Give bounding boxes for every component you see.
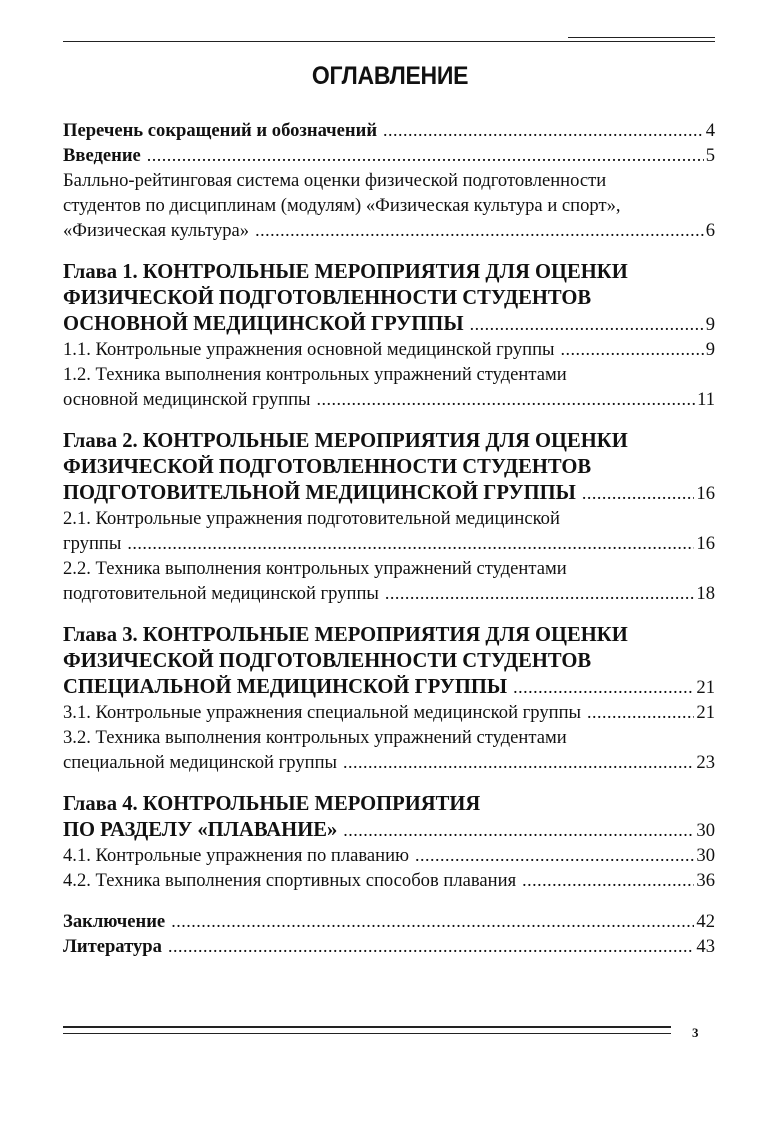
- toc-page-number: 16: [696, 533, 715, 554]
- toc-leader-dots: [415, 843, 694, 868]
- toc-entry-title: основной медицинской группы: [63, 389, 311, 410]
- toc-leader-dots: [522, 868, 694, 893]
- toc-entry-conclusion[interactable]: [63, 909, 715, 934]
- toc-leader-dots: [343, 750, 694, 775]
- toc-entry-line: 3.2. Техника выполнения контрольных упражнений студентами: [63, 727, 567, 748]
- toc-leader-dots: [470, 311, 704, 337]
- toc-chapter-line: Глава 2. КОНТРОЛЬНЫЕ МЕРОПРИЯТИЯ ДЛЯ ОЦЕНКИ: [63, 430, 628, 452]
- toc-entry-1-1[interactable]: [63, 337, 715, 362]
- toc-page-number: 43: [696, 936, 715, 957]
- toc-entry-title: Введение: [63, 145, 141, 166]
- toc-page-number: 30: [696, 845, 715, 866]
- toc-entry-title: «Физическая культура»: [63, 220, 250, 241]
- toc-entry-4-2[interactable]: [63, 868, 715, 893]
- toc-page-number: 4: [705, 120, 715, 141]
- toc-leader-dots: [255, 218, 704, 243]
- toc-leader-dots: [168, 934, 694, 959]
- toc-chapter-title: СПЕЦИАЛЬНОЙ МЕДИЦИНСКОЙ ГРУППЫ: [63, 676, 508, 698]
- toc-chapter-3[interactable]: [63, 622, 715, 700]
- toc-page-number: 9: [705, 339, 715, 360]
- toc-leader-dots: [171, 909, 694, 934]
- toc-entry-3-1[interactable]: [63, 700, 715, 725]
- footer-rule-top: [63, 1026, 671, 1028]
- toc-chapter-line: Глава 4. КОНТРОЛЬНЫЕ МЕРОПРИЯТИЯ: [63, 793, 481, 815]
- toc-entry-title: подготовительной медицинской группы: [63, 583, 379, 604]
- toc-page-number: 21: [696, 702, 715, 723]
- toc-entry-title: специальной медицинской группы: [63, 752, 338, 773]
- toc-entry-line: 2.1. Контрольные упражнения подготовительной медицинской: [63, 508, 560, 529]
- toc-page-number: 18: [696, 583, 715, 604]
- toc-chapter-2[interactable]: [63, 428, 715, 506]
- toc-page-number: 6: [705, 220, 715, 241]
- toc-chapter-line: ФИЗИЧЕСКОЙ ПОДГОТОВЛЕННОСТИ СТУДЕНТОВ: [63, 650, 592, 672]
- toc-page-number: 23: [696, 752, 715, 773]
- toc-entry-line: Балльно-рейтинговая система оценки физической подготовленности: [63, 170, 607, 191]
- toc-entry-title: Перечень сокращений и обозначений: [63, 120, 378, 141]
- toc-page-number: 36: [696, 870, 715, 891]
- toc-entry-introduction[interactable]: [63, 143, 715, 168]
- toc-entry-title: Заключение: [63, 911, 166, 932]
- toc-page-number: 30: [696, 820, 715, 841]
- toc-entry-4-1[interactable]: [63, 843, 715, 868]
- page-title: ОГЛАВЛЕНИЕ: [311, 62, 469, 90]
- toc-chapter-line: Глава 1. КОНТРОЛЬНЫЕ МЕРОПРИЯТИЯ ДЛЯ ОЦЕНКИ: [63, 261, 628, 283]
- toc-entry-line: 2.2. Техника выполнения контрольных упражнений студентами: [63, 558, 567, 579]
- toc-leader-dots: [317, 387, 696, 412]
- toc-page-number: 11: [697, 389, 715, 410]
- header-rule-short: [568, 37, 715, 38]
- toc-leader-dots: [127, 531, 694, 556]
- toc-entry-rating-system[interactable]: [63, 168, 715, 243]
- toc-leader-dots: [385, 581, 694, 606]
- toc-entry-line: студентов по дисциплинам (модулям) «Физическая культура и спорт»,: [63, 195, 621, 216]
- toc-page-number: 5: [705, 145, 715, 166]
- toc-entry-title: 4.2. Техника выполнения спортивных способов плавания: [63, 870, 517, 891]
- toc-page-number: 9: [705, 314, 715, 335]
- toc-chapter-line: Глава 3. КОНТРОЛЬНЫЕ МЕРОПРИЯТИЯ ДЛЯ ОЦЕНКИ: [63, 624, 628, 646]
- toc-chapter-title: ПО РАЗДЕЛУ «ПЛАВАНИЕ»: [63, 819, 338, 841]
- toc-entry-2-1[interactable]: [63, 506, 715, 556]
- toc-chapter-line: ФИЗИЧЕСКОЙ ПОДГОТОВЛЕННОСТИ СТУДЕНТОВ: [63, 456, 592, 478]
- header-rule: [63, 41, 715, 42]
- toc-chapter-4[interactable]: [63, 791, 715, 843]
- toc-leader-dots: [147, 143, 704, 168]
- toc-entry-abbreviations[interactable]: [63, 118, 715, 143]
- toc-leader-dots: [561, 337, 704, 362]
- toc-leader-dots: [587, 700, 694, 725]
- toc-chapter-title: ОСНОВНОЙ МЕДИЦИНСКОЙ ГРУППЫ: [63, 313, 464, 335]
- footer-rule-bottom: [63, 1033, 671, 1034]
- toc-chapter-1[interactable]: [63, 259, 715, 337]
- toc-chapter-title: ПОДГОТОВИТЕЛЬНОЙ МЕДИЦИНСКОЙ ГРУППЫ: [63, 482, 576, 504]
- toc-entry-title: 1.1. Контрольные упражнения основной медицинской группы: [63, 339, 555, 360]
- toc-entry-title: Литература: [63, 936, 162, 957]
- toc-chapter-line: ФИЗИЧЕСКОЙ ПОДГОТОВЛЕННОСТИ СТУДЕНТОВ: [63, 287, 592, 309]
- toc-entry-literature[interactable]: [63, 934, 715, 959]
- toc-page-number: 16: [696, 483, 715, 504]
- toc-leader-dots: [513, 674, 694, 700]
- table-of-contents: [63, 118, 715, 959]
- toc-entry-title: группы: [63, 533, 122, 554]
- toc-entry-1-2[interactable]: [63, 362, 715, 412]
- toc-page-number: 42: [696, 911, 715, 932]
- toc-entry-line: 1.2. Техника выполнения контрольных упражнений студентами: [63, 364, 567, 385]
- page-number: 3: [692, 1025, 699, 1040]
- toc-entry-2-2[interactable]: [63, 556, 715, 606]
- toc-entry-title: 3.1. Контрольные упражнения специальной медицинской группы: [63, 702, 582, 723]
- toc-entry-title: 4.1. Контрольные упражнения по плаванию: [63, 845, 409, 866]
- toc-page-number: 21: [696, 677, 715, 698]
- toc-entry-3-2[interactable]: [63, 725, 715, 775]
- toc-leader-dots: [383, 118, 704, 143]
- toc-leader-dots: [582, 480, 695, 506]
- toc-leader-dots: [343, 817, 694, 843]
